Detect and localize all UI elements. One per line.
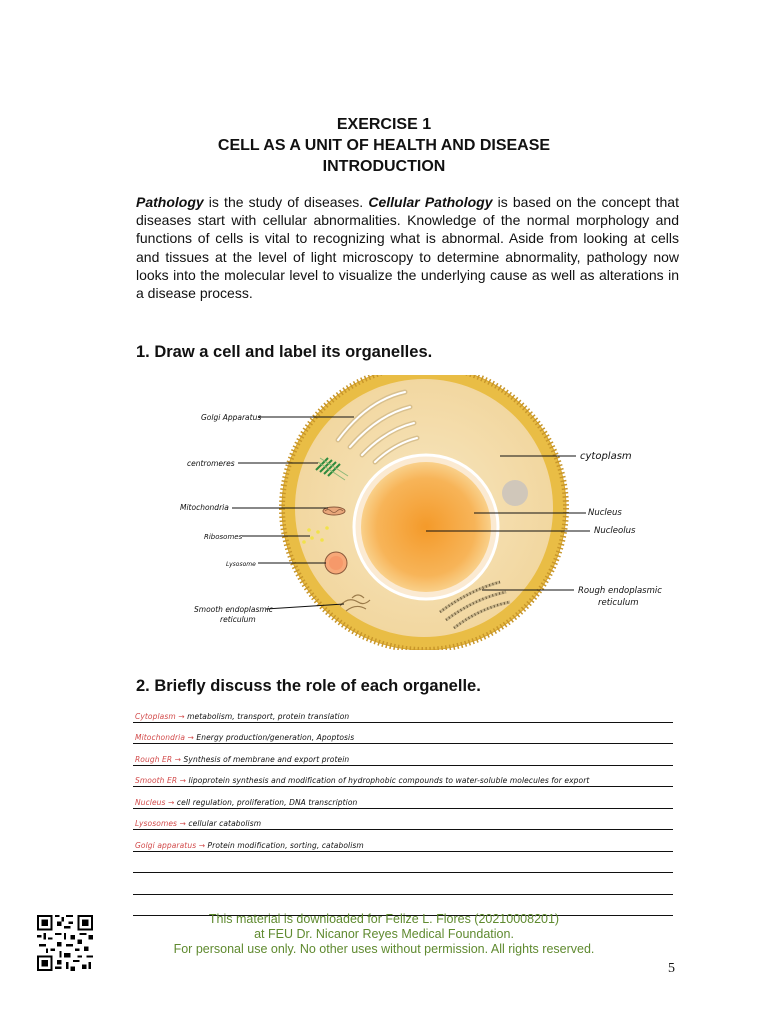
term-pathology: Pathology xyxy=(136,194,204,210)
answer-term: Cytoplasm → xyxy=(135,711,185,721)
answer-term: Lysosomes → xyxy=(135,819,186,828)
answer-line[interactable] xyxy=(133,787,673,809)
answer-line[interactable] xyxy=(133,723,673,745)
label-ser-line1: Smooth endoplasmic xyxy=(194,605,273,614)
label-nucleolus: Nucleolus xyxy=(594,526,636,536)
section-heading: INTRODUCTION xyxy=(322,158,446,175)
vacuole xyxy=(502,480,528,506)
question-2: 2. Briefly discuss the role of each organelle. xyxy=(136,677,481,695)
label-mitochondria: Mitochondria xyxy=(180,503,229,512)
answer-term: Nucleus → xyxy=(135,797,175,807)
answer-lines xyxy=(133,701,673,916)
answer-term: Smooth ER → xyxy=(135,776,187,785)
label-rer-line2: reticulum xyxy=(598,598,639,608)
answer-line[interactable] xyxy=(133,830,673,852)
footer-line-2: at FEU Dr. Nicanor Reyes Medical Foundation. xyxy=(254,927,514,941)
answer-line[interactable] xyxy=(133,744,673,766)
label-golgi: Golgi Apparatus xyxy=(201,413,262,422)
label-lysosome: Lysosome xyxy=(226,561,256,568)
exercise-title: CELL AS A UNIT OF HEALTH AND DISEASE xyxy=(217,137,551,154)
answer-text: Synthesis of membrane and export protein xyxy=(181,754,350,764)
footer-line-1: This material is downloaded for Felize L. Flores (20210008201) xyxy=(208,912,560,926)
intro-text-1: is the study of diseases. xyxy=(203,194,369,210)
answer-term: Rough ER → xyxy=(135,754,182,764)
answer-line[interactable] xyxy=(133,766,673,788)
answer-text: metabolism, transport, protein translation xyxy=(184,711,350,721)
term-cellular-pathology: Cellular Pathology xyxy=(368,194,493,210)
label-rer-line1: Rough endoplasmic xyxy=(578,586,662,596)
label-ser-line2: reticulum xyxy=(220,615,256,624)
answer-line[interactable] xyxy=(133,852,673,874)
page-number: 5 xyxy=(668,961,675,976)
intro-paragraph xyxy=(136,193,679,302)
nucleus xyxy=(361,462,491,592)
question-1: 1. Draw a cell and label its organelles. xyxy=(136,343,433,361)
answer-text: lipoprotein synthesis and modification of hydrophobic compounds to water-soluble molecules for export xyxy=(186,776,590,785)
answer-text: Protein modification, sorting, catabolism xyxy=(205,840,364,850)
exercise-number: EXERCISE 1 xyxy=(336,116,432,133)
answer-term: Mitochondria → xyxy=(135,733,194,742)
footer-line-3: For personal use only. No other uses without permission. All rights reserved. xyxy=(173,942,595,956)
answer-term: Golgi apparatus → xyxy=(135,840,206,850)
label-cytoplasm: cytoplasm xyxy=(580,451,632,462)
label-nucleus: Nucleus xyxy=(588,508,622,518)
answer-text: cellular catabolism xyxy=(185,819,262,828)
label-ribosomes: Ribosomes xyxy=(204,533,243,541)
answer-line[interactable] xyxy=(133,873,673,895)
intro-text-2: is based on the concept that diseases start with cellular abnormalities. Knowledge of the normal morphology and functions of cells is vital to recognizing what is abnormal. Aside from looking at cells and tissues at the level of light microscopy to determine abnormality, pathology now looks into the molecular level to visualize the underlying cause as well as alterations in a disease process. xyxy=(136,194,679,302)
answer-line[interactable] xyxy=(133,809,673,831)
label-centromeres: centromeres xyxy=(187,459,235,468)
answer-text: cell regulation, proliferation, DNA transcription xyxy=(174,797,358,807)
cell-diagram xyxy=(150,375,670,650)
answer-line[interactable] xyxy=(133,701,673,723)
answer-text: Energy production/generation, Apoptosis xyxy=(193,733,355,742)
